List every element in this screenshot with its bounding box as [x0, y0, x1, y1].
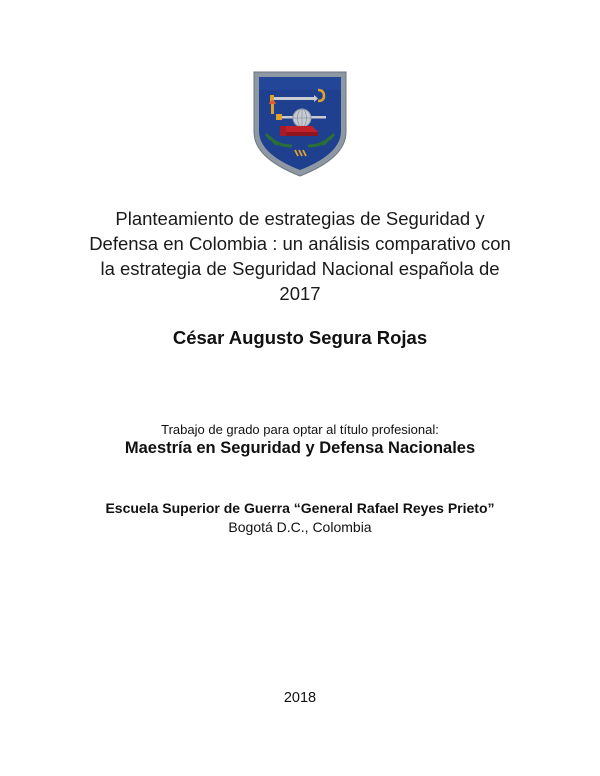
institution-name: Escuela Superior de Guerra “General Rafael Reyes Prieto”: [105, 500, 495, 516]
degree-name: Maestría en Seguridad y Defensa Nacionales: [124, 439, 476, 457]
thesis-title-line: la estrategia de Seguridad Nacional española de: [100, 258, 500, 279]
institution-crest-logo: [252, 70, 348, 178]
institution-location: Bogotá D.C., Colombia: [228, 519, 372, 535]
thesis-title-line: Defensa en Colombia : un análisis comparativo con: [89, 233, 511, 254]
thesis-title: [80, 206, 520, 306]
author-name: César Augusto Segura Rojas: [172, 327, 428, 348]
thesis-title-line: Planteamiento de estrategias de Seguridad y: [115, 208, 485, 229]
publication-year: 2018: [283, 690, 317, 706]
degree-purpose-text: Trabajo de grado para optar al título profesional:: [161, 422, 439, 437]
thesis-title-line: 2017: [279, 283, 321, 304]
